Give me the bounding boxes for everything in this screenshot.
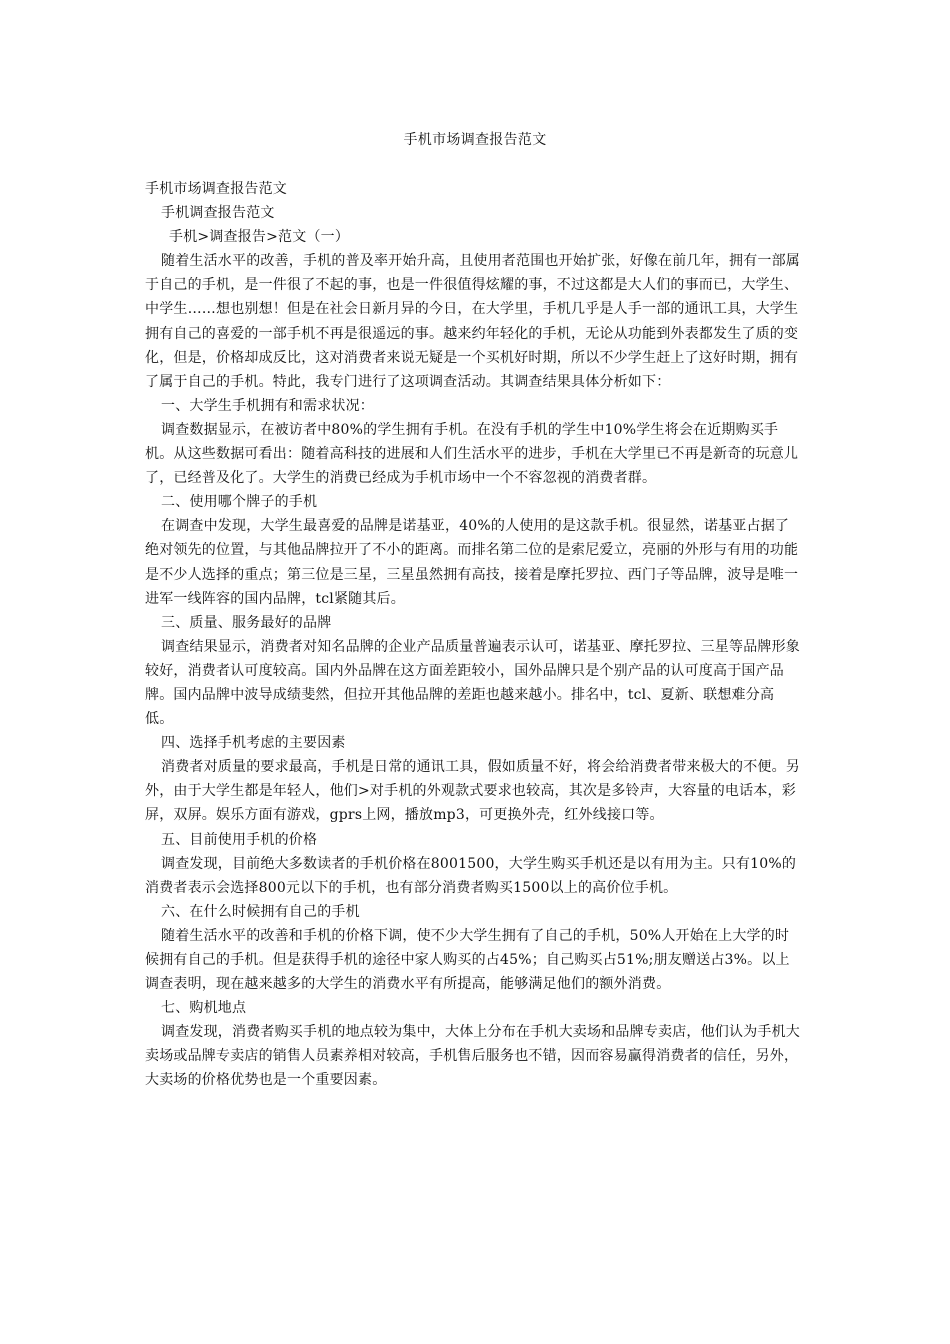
section-heading-5: 五、目前使用手机的价格 xyxy=(161,831,318,848)
section-heading-7: 七、购机地点 xyxy=(161,1000,247,1017)
section-text-3: 调查结果显示，消费者对知名品牌的企业产品质量普遍表示认可，诺基亚、摩托罗拉、三星等品牌形象较好，消费者认可度较高。国内外品牌在这方面差距较小，国外品牌只是个别产品的认可度高于国产品牌。国内品牌中波导成绩斐然，但拉开其他品牌的差距也越来越小。排名中，tcl、夏新、联想难分高低。 xyxy=(145,638,800,728)
section-heading-1: 一、大学生手机拥有和需求状况： xyxy=(161,397,374,414)
document-body xyxy=(145,177,801,1093)
document-title: 手机市场调查报告范文 xyxy=(403,132,547,148)
header-line-2: 手机调查报告范文 xyxy=(161,205,275,222)
header-line-1: 手机市场调查报告范文 xyxy=(145,181,287,197)
section-heading-4: 四、选择手机考虑的主要因素 xyxy=(161,735,346,752)
section-heading-6: 六、在什么时候拥有自己的手机 xyxy=(161,903,360,920)
section-heading-2: 二、使用哪个牌子的手机 xyxy=(161,494,318,511)
section-text-4: 消费者对质量的要求最高，手机是日常的通讯工具，假如质量不好，将会给消费者带来极大的不便。另外，由于大学生都是年轻人，他们>对手机的外观款式要求也较高，其次是多铃声，大容量的电话本，彩屏，双屏。娱乐方面有游戏，gprs上网，播放mp3，可更换外壳，红外线接口等。 xyxy=(145,759,800,824)
section-text-7: 调查发现，消费者购买手机的地点较为集中，大体上分布在手机大卖场和品牌专卖店，他们认为手机大卖场或品牌专卖店的销售人员素养相对较高，手机售后服务也不错，因而容易赢得消费者的信任，另外，大卖场的价格优势也是一个重要因素。 xyxy=(145,1024,800,1089)
section-text-5: 调查发现，目前绝大多数读者的手机价格在8001500，大学生购买手机还是以有用为主。只有10%的消费者表示会选择800元以下的手机，也有部分消费者购买1500以上的高价位手机。 xyxy=(145,855,797,896)
section-text-6: 随着生活水平的改善和手机的价格下调，使不少大学生拥有了自己的手机，50%人开始在上大学的时候拥有自己的手机。但是获得手机的途径中家人购买的占45%；自己购买占51%;朋友赠送占3%。以上调查表明，现在越来越多的大学生的消费水平有所提高，能够满足他们的额外消费。 xyxy=(145,927,790,993)
header-line-3: 手机>调查报告>范文（一） xyxy=(169,229,350,246)
section-text-1: 调查数据显示，在被访者中80%的学生拥有手机。在没有手机的学生中10%学生将会在近期购买手机。从这些数据可看出：随着高科技的进展和人们生活水平的进步，手机在大学里已不再是新奇的玩意儿了，已经普及化了。大学生的消费已经成为手机市场中一个不容忽视的消费者群。 xyxy=(145,421,799,487)
section-text-2: 在调查中发现，大学生最喜爱的品牌是诺基亚，40%的人使用的是这款手机。很显然，诺基亚占据了绝对领先的位置，与其他品牌拉开了不小的距离。而排名第二位的是索尼爱立，亮丽的外形与有用的功能是不少人选择的重点；第三位是三星，三星虽然拥有高技，接着是摩托罗拉、西门子等品牌，波导是唯一进军一线阵容的国内品牌，tcl紧随其后。 xyxy=(145,518,799,607)
intro-paragraph: 随着生活水平的改善，手机的普及率开始升高，且使用者范围也开始扩张，好像在前几年，拥有一部属于自己的手机，是一件很了不起的事，也是一件很值得炫耀的事，不过这都是大人们的事而已，大学生、中学生……想也别想！但是在社会日新月异的今日，在大学里，手机几乎是人手一部的通讯工具，大学生拥有自己的喜爱的一部手机不再是很遥远的事。越来约年轻化的手机，无论从功能到外表都发生了质的变化，但是，价格却成反比，这对消费者来说无疑是一个买机好时期，所以不少学生赶上了这好时期，拥有了属于自己的手机。特此，我专门进行了这项调查活动。其调查结果具体分析如下： xyxy=(145,253,800,390)
section-heading-3: 三、质量、服务最好的品牌 xyxy=(161,614,332,631)
